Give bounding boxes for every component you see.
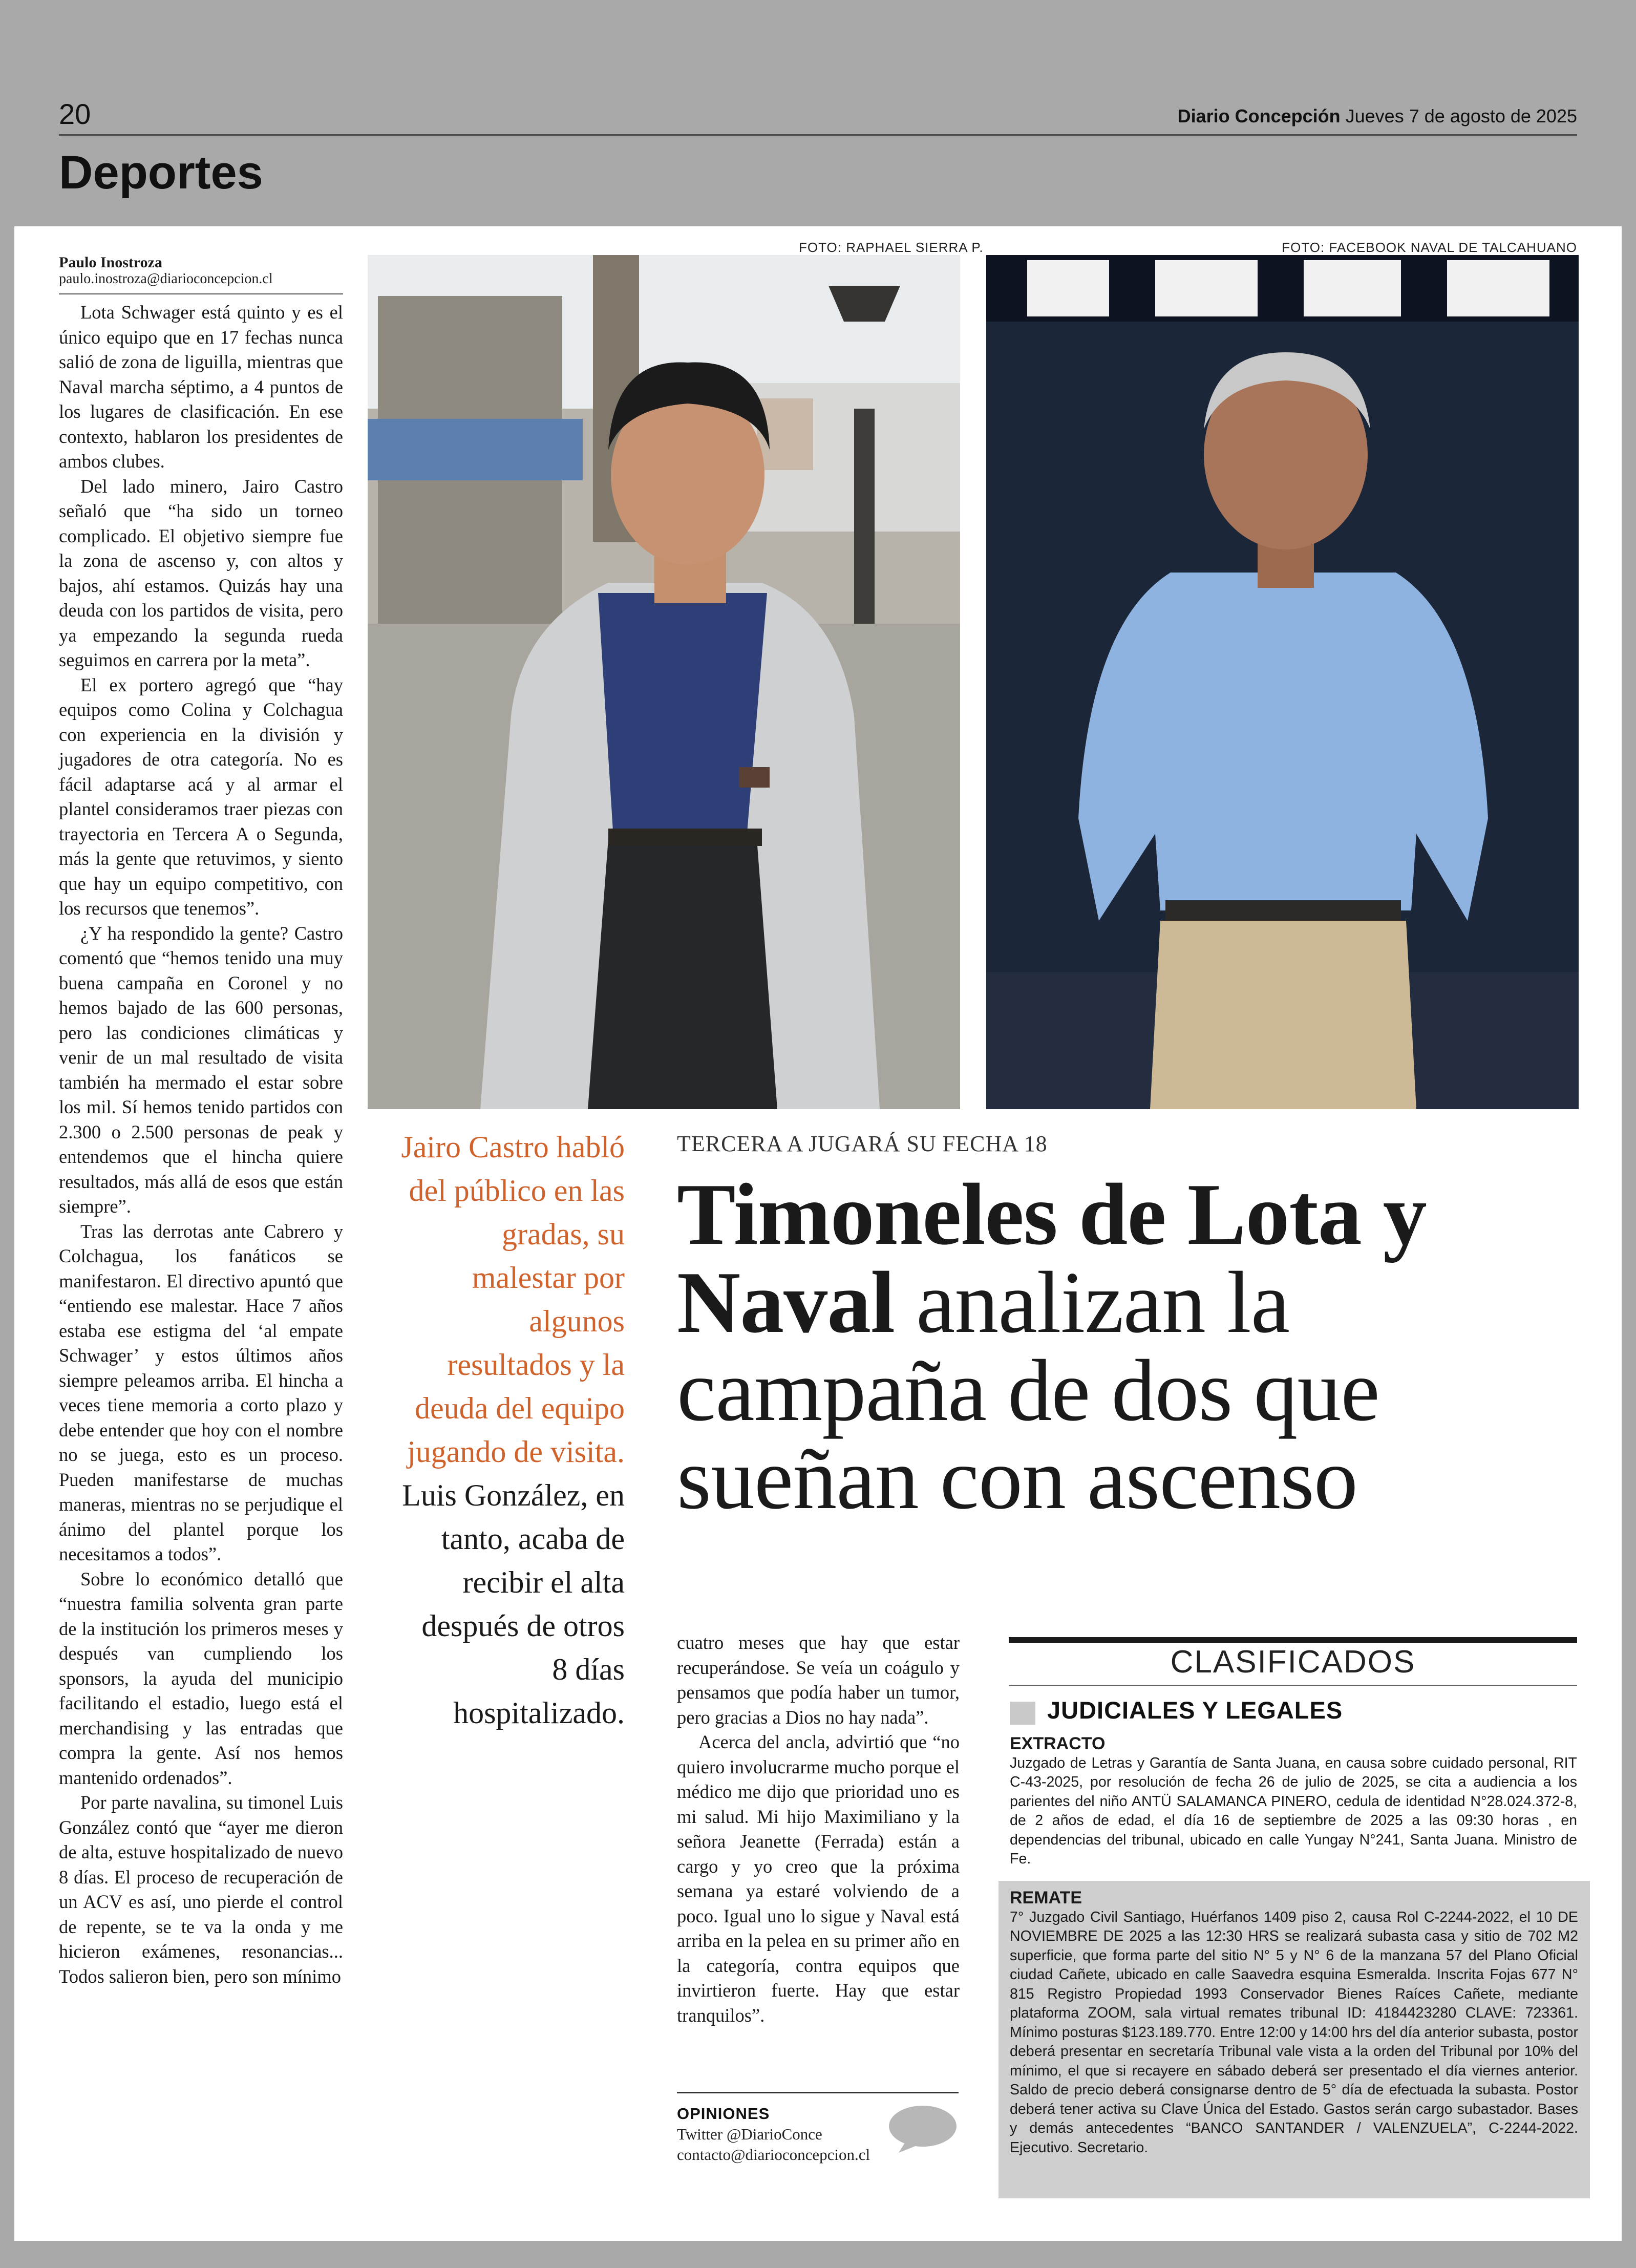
extracto-text: Juzgado de Letras y Garantía de Santa Juana, en causa sobre cuidado personal, RIT C-43-2025, por resolución de fecha 26 de julio de 2025, se cita a audiencia a los parientes del niño ANTÜ SALAMANCA PINERO, cedula de identidad N°28.024.372-8, de 2 años de edad, el día 16 de septiembre de 2025 a las 09:30 horas , en dependencias del tribunal, ubicado en calle Yungay N°241, Santa Juana. Ministro de Fe. (1010, 1754, 1577, 1867)
extracto-title: EXTRACTO (1010, 1734, 1106, 1753)
opiniones-title: OPINIONES (677, 2105, 770, 2123)
article-column-2 (677, 1630, 960, 2028)
clasificados-divider (1009, 1685, 1577, 1686)
headline-regular: analizan la campaña de dos que sueñan con ascenso (677, 1254, 1379, 1528)
pull-quote-highlight: Jairo Castro habló del público en las gradas, su malestar por algunos resultados y la deuda del equipo jugando de visita. (401, 1130, 625, 1469)
article-paragraph: ¿Y ha respondido la gente? Castro comentó que “hemos tenido una muy buena campaña en Coronel y no hemos bajado de las 600 personas, pero las condiciones climáticas y venir de un mal resultado de visita también ha mermado el estar sobre los mil. Sí hemos tenido partidos con 2.300 o 2.500 personas de peak y entendemos que el hincha quiere resultados, más allá de esos que están siempre”. (59, 922, 343, 1217)
headline (677, 1166, 1599, 1528)
article-paragraph: El ex portero agregó que “hay equipos como Colina y Colchagua con experiencia en la división y jugadores de otra categoría. No es fácil adaptarse acá y al armar el plantel consideramos traer piezas con trayectoria en Tercera A o Segunda, más la gente que retuvimos, y siento que hay un equipo competitivo, con los recursos que tenemos”. (59, 674, 343, 919)
remate-title: REMATE (1010, 1888, 1082, 1907)
article-paragraph: Sobre lo económico detalló que “nuestra familia solventa gran parte de la institución los primeros meses y después van cumpliendo los sponsors, la ayuda del municipio facilitando el estadio, luego está el merchandising y las entradas que compra la gente. Así nos hemos mantenido ordenados”. (59, 1568, 343, 1788)
photo-credit-right: FOTO: FACEBOOK NAVAL DE TALCAHUANO (1282, 240, 1577, 255)
opiniones-rule (677, 2092, 959, 2093)
section-marker (1010, 1702, 1035, 1725)
publication-name: Diario Concepción (1177, 105, 1341, 126)
headline-bold: Timoneles de Lota y Naval (677, 1166, 1427, 1351)
header-rule (59, 134, 1577, 136)
remate-notice (1010, 1889, 1578, 2157)
article-paragraph: Lota Schwager está quinto y es el único equipo que en 17 fechas nunca salió de zona de liguilla, mientras que Naval marcha séptimo, a 4 puntos de los lugares de clasificación. En ese contexto, hablaron los presidentes de ambos clubes. (59, 302, 343, 472)
opiniones-twitter[interactable]: Twitter @DiarioConce (677, 2125, 822, 2143)
article-column-1 (59, 300, 343, 1989)
section-title: Deportes (59, 146, 263, 199)
masthead (1178, 105, 1577, 127)
speech-bubble-icon (888, 2105, 958, 2153)
remate-text: 7° Juzgado Civil Santiago, Huérfanos 1409 piso 2, causa Rol C-2244-2022, el 10 DE NOVIEMBRE DE 2025 a las 12:30 HRS se realizará subasta casa y sitio de 702 M2 superficie, que forma parte del sitio N° 5 y N° 6 de la manzana 57 del Plano Oficial ciudad Cañete, ubicado en calle Saavedra esquina Esmeralda. Inscrita Fojas 677 N° 815 Registro Propiedad 1993 Conservador Bienes Raíces Cañete, mediante plataforma ZOOM, sala virtual remates tribunal ID: 4184423280 CLAVE: 723361. Mínimo posturas $123.189.770. Entre 12:00 y 14:00 hrs del día anterior subasta, postor deberá presentar en secretaría Tribunal vale vista a la orden del Tribunal por 10% del mínimo, el que si recayere en sábado deberá ser presentado el día viernes anterior. Saldo de precio deberá consignarse dentro de 5° día de efectuada la subasta. Postor deberá tener activa su Clave Única del Estado. Gastos serán cargo subastador. Bases y demás antecedentes “BANCO SANTANDER / VALENZUELA”, C-2244-2022. Ejecutivo. Secretario. (1010, 1909, 1578, 2156)
article-paragraph: cuatro meses que hay que estar recuperándose. Se veía un coágulo y pensamos que podía haber un tumor, pero gracias a Dios no hay nada”. (677, 1632, 960, 1728)
photo-luis-gonzalez (986, 255, 1579, 1109)
pull-quote-text: Luis González, en tanto, acaba de recibir el alta después de otros 8 días hospitalizado. (402, 1478, 625, 1730)
opiniones-email[interactable]: contacto@diarioconcepcion.cl (677, 2146, 870, 2164)
byline (59, 255, 343, 287)
issue-date: Jueves 7 de agosto de 2025 (1345, 105, 1577, 126)
article-paragraph: Tras las derrotas ante Cabrero y Colchagua, los fanáticos se manifestaron. El directivo apuntó que “entiendo ese malestar. Hace 7 años estaba ese estigma del ‘al empate Schwager’ y estos últimos años siempre peleamos arriba. El hincha a veces tiene memoria a corto plazo y debe entender que hoy con el nombre no se juega, esto es un proceso. Pueden manifestarse de muchas maneras, mientras no se perjudique el ánimo del plantel porque los necesitamos a todos”. (59, 1220, 343, 1564)
byline-rule (59, 293, 343, 294)
photo-jairo-castro (368, 255, 960, 1109)
article-paragraph: Acerca del ancla, advirtió que “no quiero involucrarme mucho porque el médico me dijo que prioridad uno es mi salud. Mi hijo Maximiliano y la señora Jeanette (Ferrada) están a cargo y yo creo que la próxima semana ya estaré volviendo de a poco. Igual uno lo sigue y Naval está arriba en la pelea en su primer año en la categoría, contra equipos que invirtieron fuerte. Hay que estar tranquilos”. (677, 1731, 960, 2026)
photo-credit-left: FOTO: RAPHAEL SIERRA P. (799, 240, 984, 255)
opiniones-box (677, 2104, 870, 2165)
clasificados-rule (1009, 1637, 1577, 1643)
pull-quote (399, 1126, 625, 1735)
headline-kicker: TERCERA A JUGARÁ SU FECHA 18 (677, 1131, 1048, 1156)
judiciales-title: JUDICIALES Y LEGALES (1047, 1697, 1343, 1724)
extracto-notice (1010, 1734, 1577, 1869)
article-paragraph: Por parte navalina, su timonel Luis González contó que “ayer me dieron de alta, estuve hospitalizado de nuevo 8 días. El proceso de recuperación de un ACV es así, uno pierde el control de repente, se te va la onda y me hicieron exámenes, resonancias... Todos salieron bien, pero son mínimo (59, 1792, 343, 1987)
page-number: 20 (59, 98, 91, 130)
author-email: paulo.inostroza@diarioconcepcion.cl (59, 271, 273, 287)
clasificados-title: CLASIFICADOS (1170, 1644, 1416, 1680)
article-paragraph: Del lado minero, Jairo Castro señaló que “ha sido un torneo complicado. El objetivo siempre fue la zona de ascenso y, con altos y bajos, ahí estamos. Quizás hay una deuda con los partidos de visita, pero ya empezando la segunda rueda seguimos en carrera por la meta”. (59, 475, 343, 670)
author-name: Paulo Inostroza (59, 254, 162, 271)
